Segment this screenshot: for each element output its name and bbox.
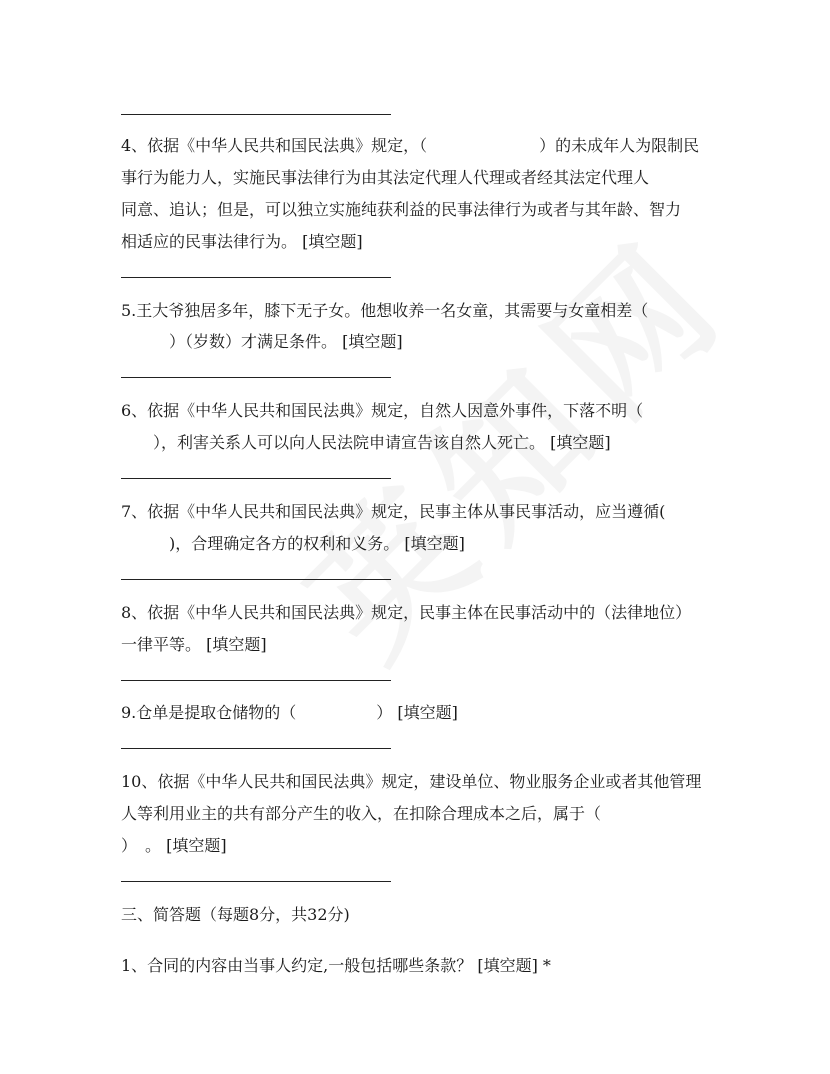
question-8-line-1: 8、依据《中华人民共和国民法典》规定，民事主体在民事活动中的（法律地位） (121, 603, 692, 622)
answer-line-q8[interactable] (121, 680, 391, 681)
answer-line-q7[interactable] (121, 579, 391, 580)
question-7-line-1: 7、依据《中华人民共和国民法典》规定，民事主体从事民事活动，应当遵循( (121, 502, 666, 521)
question-10-line-2: 人等利用业主的共有部分产生的收入，在扣除合理成本之后，属于（ (121, 804, 602, 823)
question-10-line-1: 10、依据《中华人民共和国民法典》规定，建设单位、物业服务企业或者其他管理 (121, 772, 702, 791)
question-6-line-2: ），利害关系人可以向人民法院申请宣告该自然人死亡。 [填空题] (121, 433, 611, 452)
question-6-line-1: 6、依据《中华人民共和国民法典》规定，自然人因意外事件，下落不明（ (121, 401, 644, 420)
question-4-line-2: 事行为能力人，实施民事法律行为由其法定代理人代理或者经其法定代理人 (121, 168, 650, 187)
answer-line[interactable] (121, 114, 391, 115)
question-7-line-2: )，合理确定各方的权利和义务。 [填空题] (121, 534, 465, 553)
question-9-line-1: 9.仓单是提取仓储物的（ ） [填空题] (121, 703, 458, 722)
answer-line-q4[interactable] (121, 277, 391, 278)
answer-line-q5[interactable] (121, 377, 391, 378)
question-4-line-4: 相适应的民事法律行为。 [填空题] (121, 232, 363, 251)
question-5-line-2: ）（岁数）才满足条件。 [填空题] (121, 332, 403, 351)
answer-line-q6[interactable] (121, 478, 391, 479)
answer-line-q10[interactable] (121, 881, 391, 882)
question-5-line-1: 5.王大爷独居多年，膝下无子女。他想收养一名女童，其需要与女童相差（ (121, 301, 649, 320)
section-heading: 三、简答题（每题8分，共32分) (121, 905, 350, 924)
short-answer-question-1: 1、合同的内容由当事人约定,一般包括哪些条款？ [填空题] * (121, 956, 551, 975)
question-8-line-2: 一律平等。 [填空题] (121, 635, 267, 654)
question-4-line-3: 同意、追认；但是，可以独立实施纯获利益的民事法律行为或者与其年龄、智力 (121, 200, 682, 219)
answer-line-q9[interactable] (121, 748, 391, 749)
question-4-line-1: 4、依据《中华人民共和国民法典》规定，（ ）的未成年人为限制民 (121, 136, 700, 155)
question-10-line-3: ） 。 [填空题] (121, 836, 227, 855)
